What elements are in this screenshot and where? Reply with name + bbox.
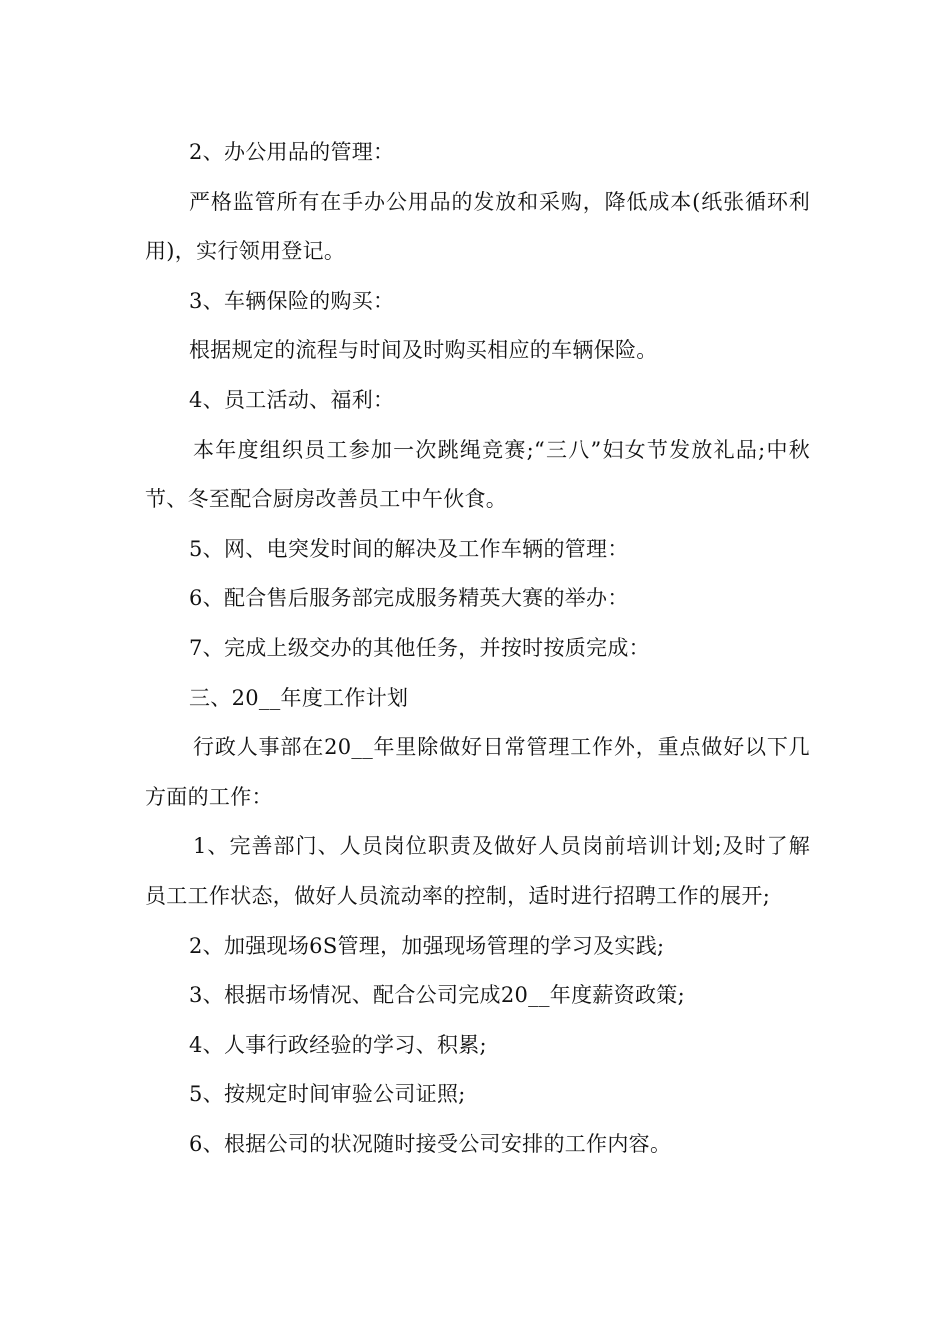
- section-item-vehicle-insurance-heading: 3、车辆保险的购买：: [189, 288, 395, 313]
- employee-activities-paragraph: 本年度组织员工参加一次跳绳竞赛;“三八”妇女节发放礼品;中秋节、冬至配合厨房改善员工中午伙食。: [145, 437, 810, 512]
- document-body: [145, 128, 810, 1169]
- plan-item-salary-policy: 3、根据市场情况、配合公司完成20__年度薪资政策;: [189, 983, 685, 1008]
- section-item-office-supplies-heading: 2、办公用品的管理：: [189, 140, 395, 164]
- annual-plan-heading: 三、20__年度工作计划: [189, 685, 409, 710]
- plan-item-job-responsibilities: 1、完善部门、人员岗位职责及做好人员岗前培训计划;及时了解员工工作状态，做好人员流动率的控制，适时进行招聘工作的展开;: [145, 834, 810, 908]
- vehicle-insurance-paragraph: 根据规定的流程与时间及时购买相应的车辆保险。: [189, 338, 658, 363]
- plan-item-license-inspection: 5、按规定时间审验公司证照;: [189, 1082, 466, 1107]
- plan-item-6s-management: 2、加强现场6S管理，加强现场管理的学习及实践;: [189, 933, 665, 958]
- section-item-other-tasks: 7、完成上级交办的其他任务，并按时按质完成：: [189, 635, 650, 660]
- section-item-service-contest: 6、配合售后服务部完成服务精英大赛的举办：: [189, 586, 629, 611]
- section-item-employee-activities-heading: 4、员工活动、福利：: [189, 387, 395, 412]
- plan-item-company-arrangements: 6、根据公司的状况随时接受公司安排的工作内容。: [189, 1131, 672, 1156]
- section-item-emergency-handling: 5、网、电突发时间的解决及工作车辆的管理：: [189, 536, 629, 561]
- annual-plan-intro-paragraph: 行政人事部在20__年里除做好日常管理工作外，重点做好以下几方面的工作：: [145, 735, 810, 809]
- office-supplies-paragraph: 严格监管所有在手办公用品的发放和采购，降低成本(纸张循环利用)，实行领用登记。: [145, 189, 810, 264]
- plan-item-experience-learning: 4、人事行政经验的学习、积累;: [189, 1032, 487, 1057]
